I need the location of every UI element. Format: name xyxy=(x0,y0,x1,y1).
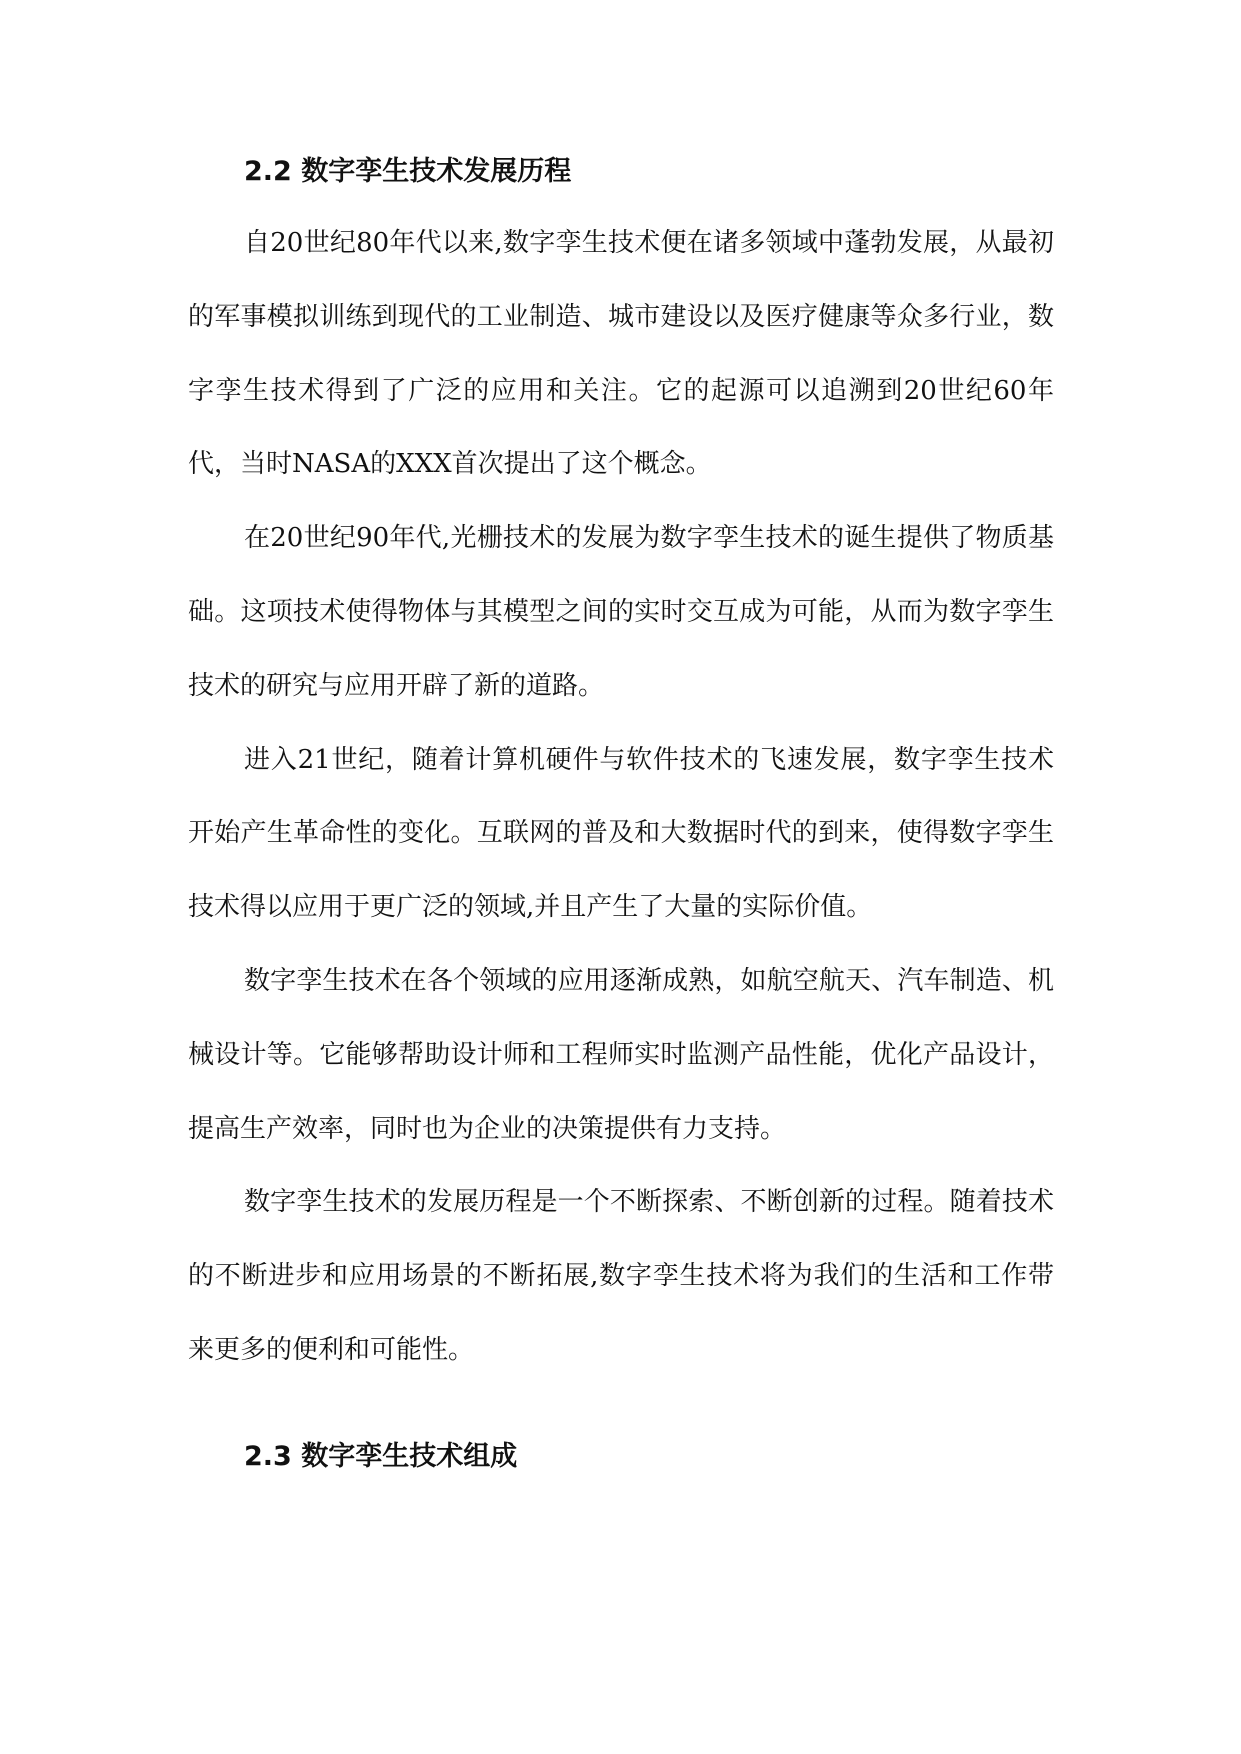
paragraph-applications: 数字孪生技术在各个领域的应用逐渐成熟，如航空航天、汽车制造、机械设计等。它能够帮助设计师和工程师实时监测产品性能，优化产品设计，提高生产效率，同时也为企业的决策提供有力支持。 xyxy=(188,965,1054,1144)
paragraph-21st-century: 进入21世纪，随着计算机硬件与软件技术的飞速发展，数字孪生技术开始产生革命性的变化。互联网的普及和大数据时代的到来，使得数字孪生技术得以应用于更广泛的领域,并且产生了大量的实际价值。 xyxy=(188,744,1054,923)
section-heading-2-3: 2.3 数字孪生技术组成 xyxy=(244,1440,518,1472)
paragraph-summary: 数字孪生技术的发展历程是一个不断探索、不断创新的过程。随着技术的不断进步和应用场景的不断拓展,数字孪生技术将为我们的生活和工作带来更多的便利和可能性。 xyxy=(188,1187,1054,1365)
paragraph-1990s: 在20世纪90年代,光栅技术的发展为数字孪生技术的诞生提供了物质基础。这项技术使得物体与其模型之间的实时交互成为可能，从而为数字孪生技术的研究与应用开辟了新的道路。 xyxy=(188,523,1054,701)
section-heading-2-2: 2.2 数字孪生技术发展历程 xyxy=(244,156,572,187)
paragraph-origin: 自20世纪80年代以来,数字孪生技术便在诸多领域中蓬勃发展，从最初的军事模拟训练到现代的工业制造、城市建设以及医疗健康等众多行业，数字孪生技术得到了广泛的应用和关注。它的起源可以追溯到20世纪60年代，当时NASA的XXX首次提出了这个概念。 xyxy=(188,228,1054,480)
page-content xyxy=(188,145,1054,1484)
section-spacer xyxy=(188,1388,1054,1430)
